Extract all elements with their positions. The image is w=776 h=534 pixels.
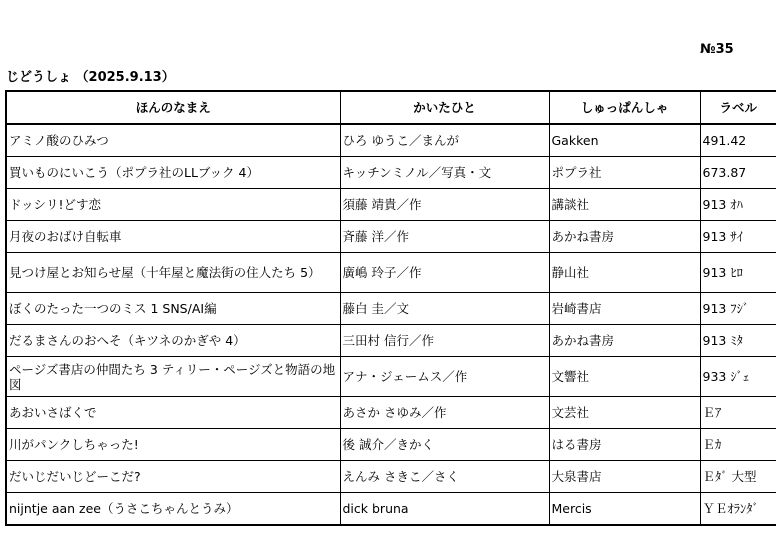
table-row [6,253,776,293]
book-author-cell: 斉藤 洋／作 [340,221,549,253]
book-title-cell: 月夜のおばけ自転車 [6,221,340,253]
document-title: じどうしょ （2025.9.13） [6,70,175,85]
table-row [6,189,776,221]
book-label-cell: 913 ﾌｼﾞ [700,293,776,325]
book-author-cell: 須藤 靖貴／作 [340,189,549,221]
book-author-cell: 後 誠介／きかく [340,429,549,461]
table-row [6,124,776,157]
book-title-cell: ぼくのたった一つのミス 1 SNS/AI編 [6,293,340,325]
book-author-cell: ひろ ゆうこ／まんが [340,124,549,157]
book-publisher-cell: 文響社 [549,357,700,397]
table-row [6,357,776,397]
column-header-publisher: しゅっぱんしゃ [549,91,700,124]
book-publisher-cell: 文芸社 [549,397,700,429]
book-publisher-cell: 大泉書店 [549,461,700,493]
book-label-cell: 913 ﾐﾀ [700,325,776,357]
book-list-table [5,90,776,526]
book-title-cell: アミノ酸のひみつ [6,124,340,157]
book-publisher-cell: 講談社 [549,189,700,221]
book-title-cell: だるまさんのおへそ（キツネのかぎや 4） [6,325,340,357]
book-label-cell: Ｅﾀﾞ 大型 [700,461,776,493]
column-header-label: ラベル [700,91,776,124]
table-row [6,293,776,325]
book-author-cell: 廣嶋 玲子／作 [340,253,549,293]
book-label-cell: ＹＥｵﾗﾝﾀﾞ [700,493,776,526]
book-publisher-cell: あかね書房 [549,325,700,357]
column-header-title: ほんのなまえ [6,91,340,124]
book-title-cell: あおいさばくで [6,397,340,429]
book-publisher-cell: Gakken [549,124,700,157]
book-publisher-cell: 静山社 [549,253,700,293]
table-row [6,221,776,253]
book-title-cell: ドッシリ!どす恋 [6,189,340,221]
book-label-cell: Ｅｱ [700,397,776,429]
table-row [6,429,776,461]
book-publisher-cell: 岩崎書店 [549,293,700,325]
table-row [6,461,776,493]
book-author-cell: あさか さゆみ／作 [340,397,549,429]
book-title-cell: 見つけ屋とお知らせ屋（十年屋と魔法街の住人たち 5） [6,253,340,293]
book-author-cell: キッチンミノル／写真・文 [340,157,549,189]
book-label-cell: 933 ｼﾞｪ [700,357,776,397]
table-row [6,397,776,429]
book-label-cell: 673.87 [700,157,776,189]
book-title-cell: だいじだいじどーこだ? [6,461,340,493]
book-title-cell: ページズ書店の仲間たち 3 ティリー・ページズと物語の地図 [6,357,340,397]
document-number: №35 [700,42,734,57]
book-label-cell: 913 ｻｲ [700,221,776,253]
table-row [6,325,776,357]
book-author-cell: アナ・ジェームス／作 [340,357,549,397]
book-title-cell: 川がパンクしちゃった! [6,429,340,461]
table-row [6,493,776,526]
table-row [6,157,776,189]
book-label-cell: 913 ｵﾊ [700,189,776,221]
book-label-cell: 913 ﾋﾛ [700,253,776,293]
book-label-cell: Ｅｶ [700,429,776,461]
book-title-cell: 買いものにいこう（ポプラ社のLLブック 4） [6,157,340,189]
book-publisher-cell: ポプラ社 [549,157,700,189]
book-author-cell: 藤白 圭／文 [340,293,549,325]
book-publisher-cell: あかね書房 [549,221,700,253]
book-author-cell: えんみ さきこ／さく [340,461,549,493]
book-publisher-cell: はる書房 [549,429,700,461]
book-author-cell: dick bruna [340,493,549,526]
book-label-cell: 491.42 [700,124,776,157]
book-title-cell: nijntje aan zee（うさこちゃんとうみ） [6,493,340,526]
table-header-row [6,91,776,124]
book-author-cell: 三田村 信行／作 [340,325,549,357]
book-publisher-cell: Mercis [549,493,700,526]
column-header-author: かいたひと [340,91,549,124]
